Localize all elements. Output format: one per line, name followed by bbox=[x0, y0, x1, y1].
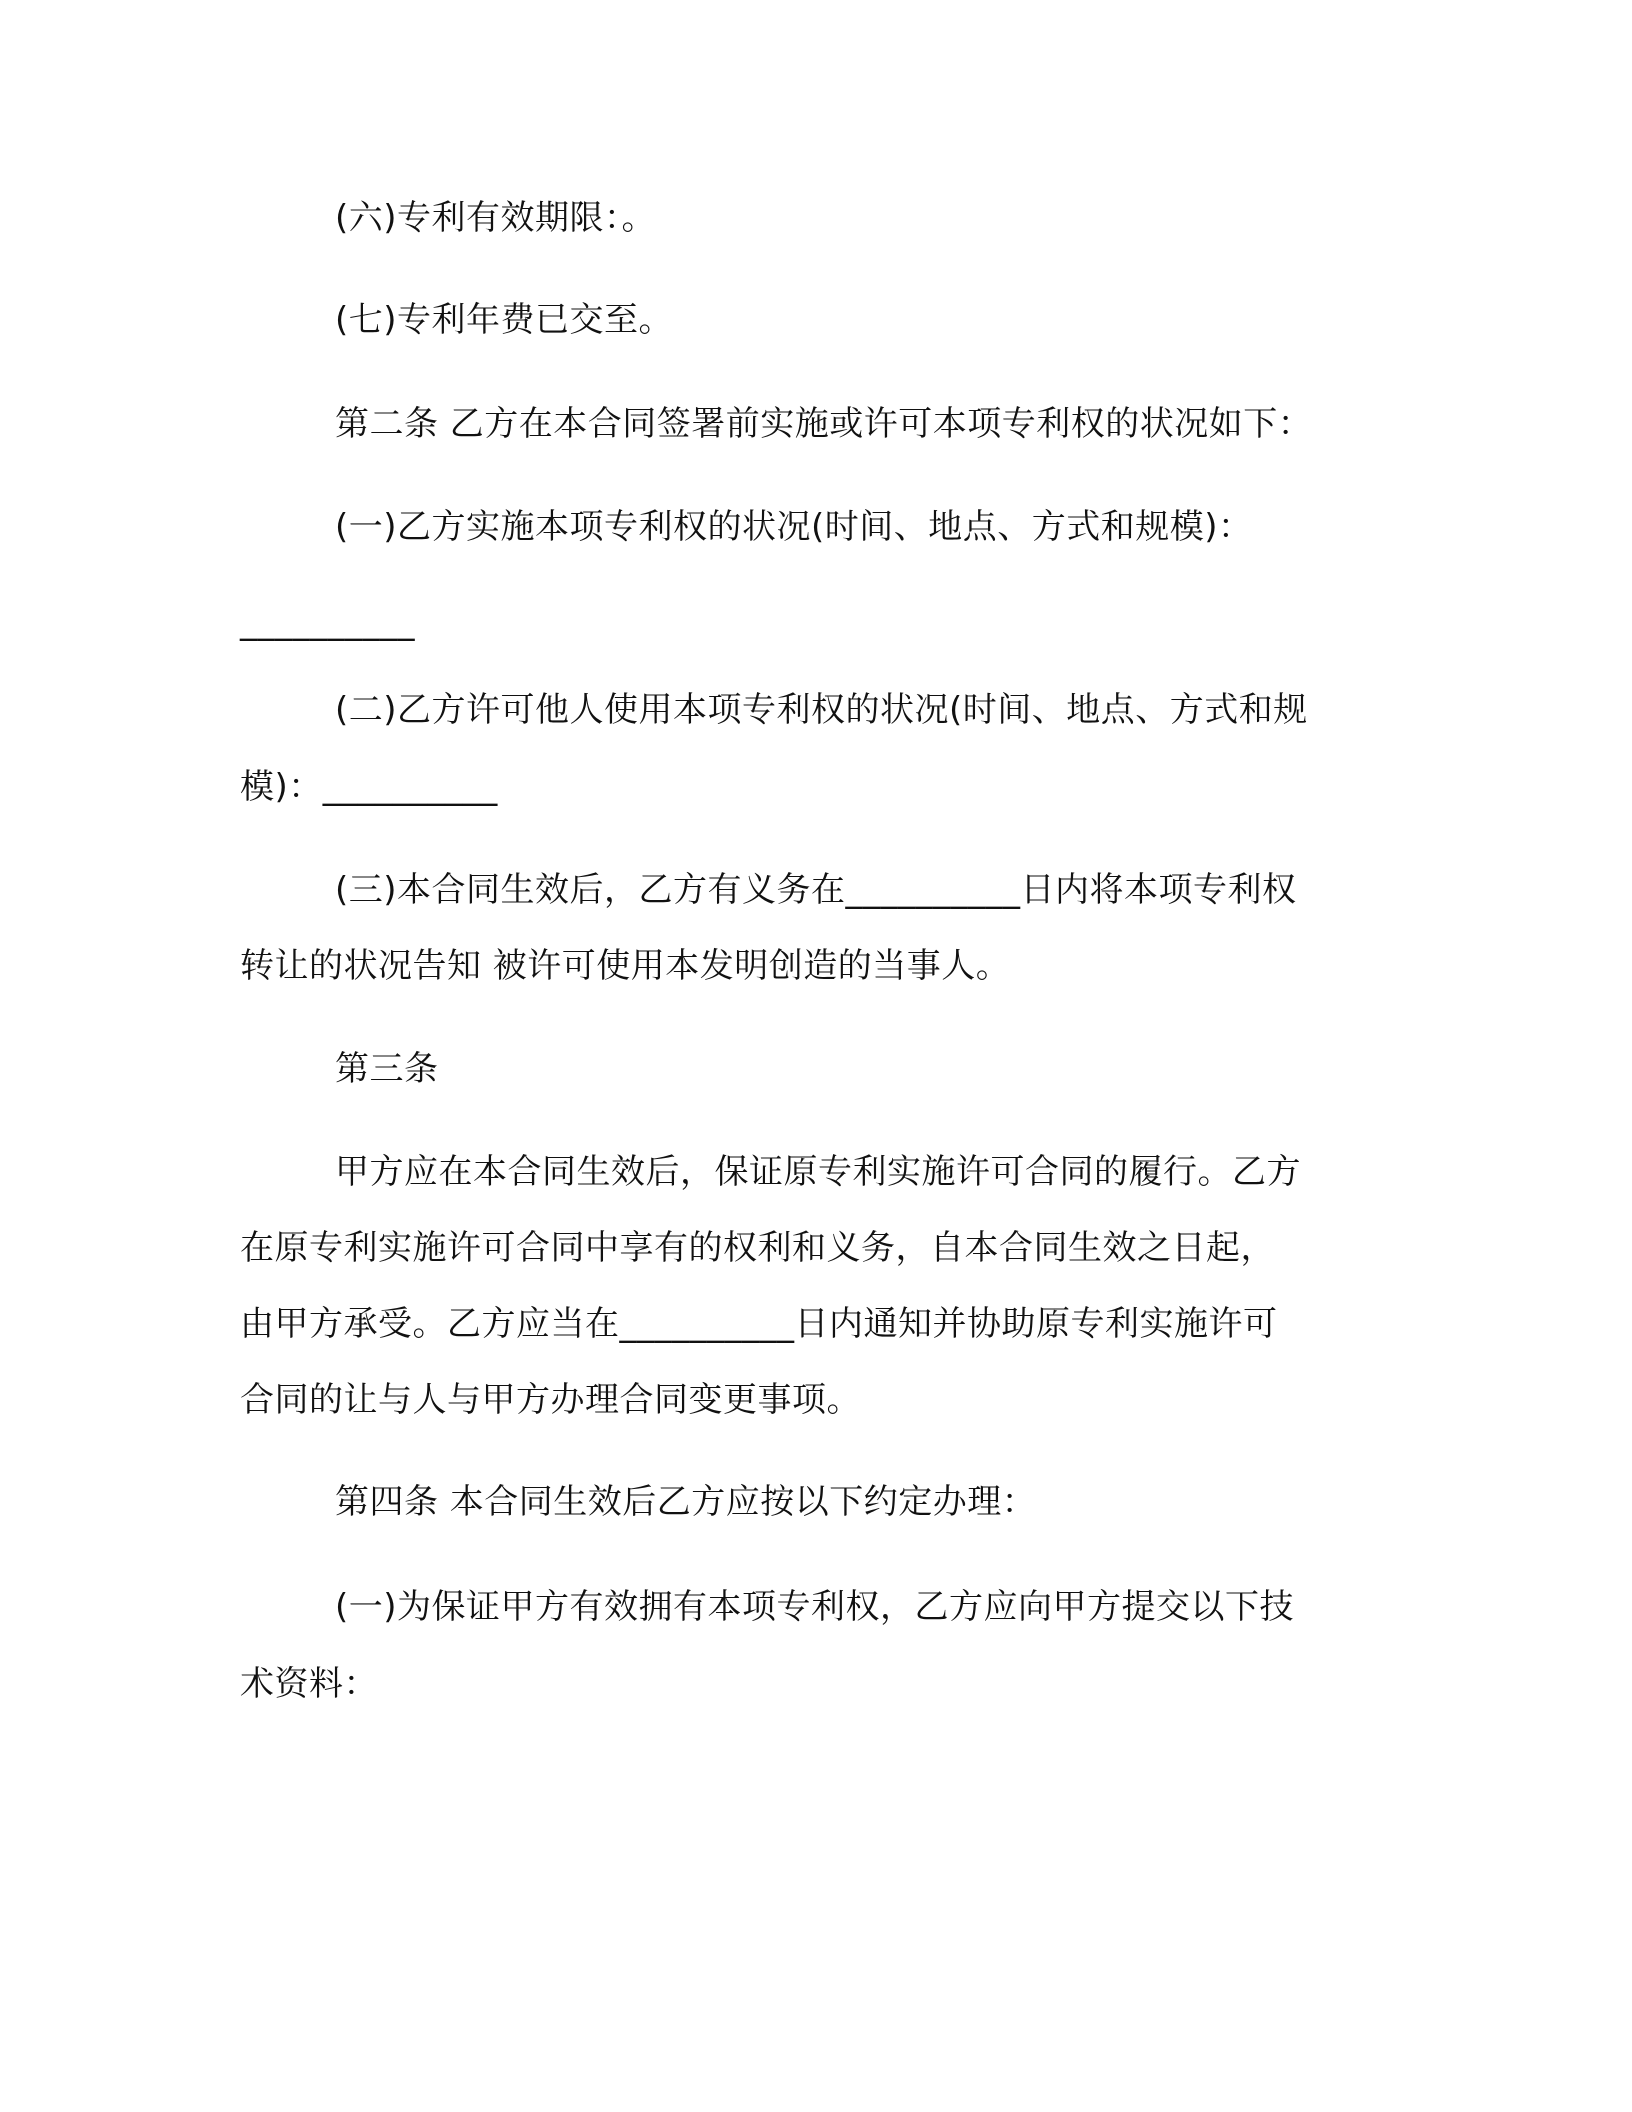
article-2-item-2: (二)乙方许可他人使用本项专利权的状况(时间、地点、方式和规 bbox=[335, 690, 1308, 730]
article-3-para-line-1: 甲方应在本合同生效后，保证原专利实施许可合同的履行。乙方 bbox=[335, 1152, 1301, 1192]
clause-item-7: (七)专利年费已交至。 bbox=[335, 300, 674, 340]
article-2-item-1: (一)乙方实施本项专利权的状况(时间、地点、方式和规模)： bbox=[335, 507, 1253, 547]
article-4-item-1: (一)为保证甲方有效拥有本项专利权，乙方应向甲方提交以下技 bbox=[335, 1587, 1295, 1627]
clause-item-6: (六)专利有效期限：。 bbox=[335, 198, 657, 238]
article-4-item-1-cont: 术资料： bbox=[240, 1664, 378, 1704]
article-3-heading: 第三条 bbox=[335, 1049, 439, 1089]
article-2-item-3-cont: 转让的状况告知 被许可使用本发明创造的当事人。 bbox=[240, 946, 1011, 986]
article-3-para-line-4: 合同的让与人与甲方办理合同变更事项。 bbox=[240, 1380, 861, 1420]
article-2-item-3: (三)本合同生效后，乙方有义务在__________日内将本项专利权 bbox=[335, 870, 1297, 910]
blank-line: __________ bbox=[240, 602, 415, 642]
article-3-para-line-3: 由甲方承受。乙方应当在__________日内通知并协助原专利实施许可 bbox=[240, 1304, 1278, 1344]
article-3-para-line-2: 在原专利实施许可合同中享有的权利和义务，自本合同生效之日起， bbox=[240, 1228, 1275, 1268]
article-2-item-2-cont: 模)：__________ bbox=[240, 767, 498, 807]
article-2-heading: 第二条 乙方在本合同签署前实施或许可本项专利权的状况如下： bbox=[335, 404, 1313, 444]
article-4-heading: 第四条 本合同生效后乙方应按以下约定办理： bbox=[335, 1482, 1037, 1522]
